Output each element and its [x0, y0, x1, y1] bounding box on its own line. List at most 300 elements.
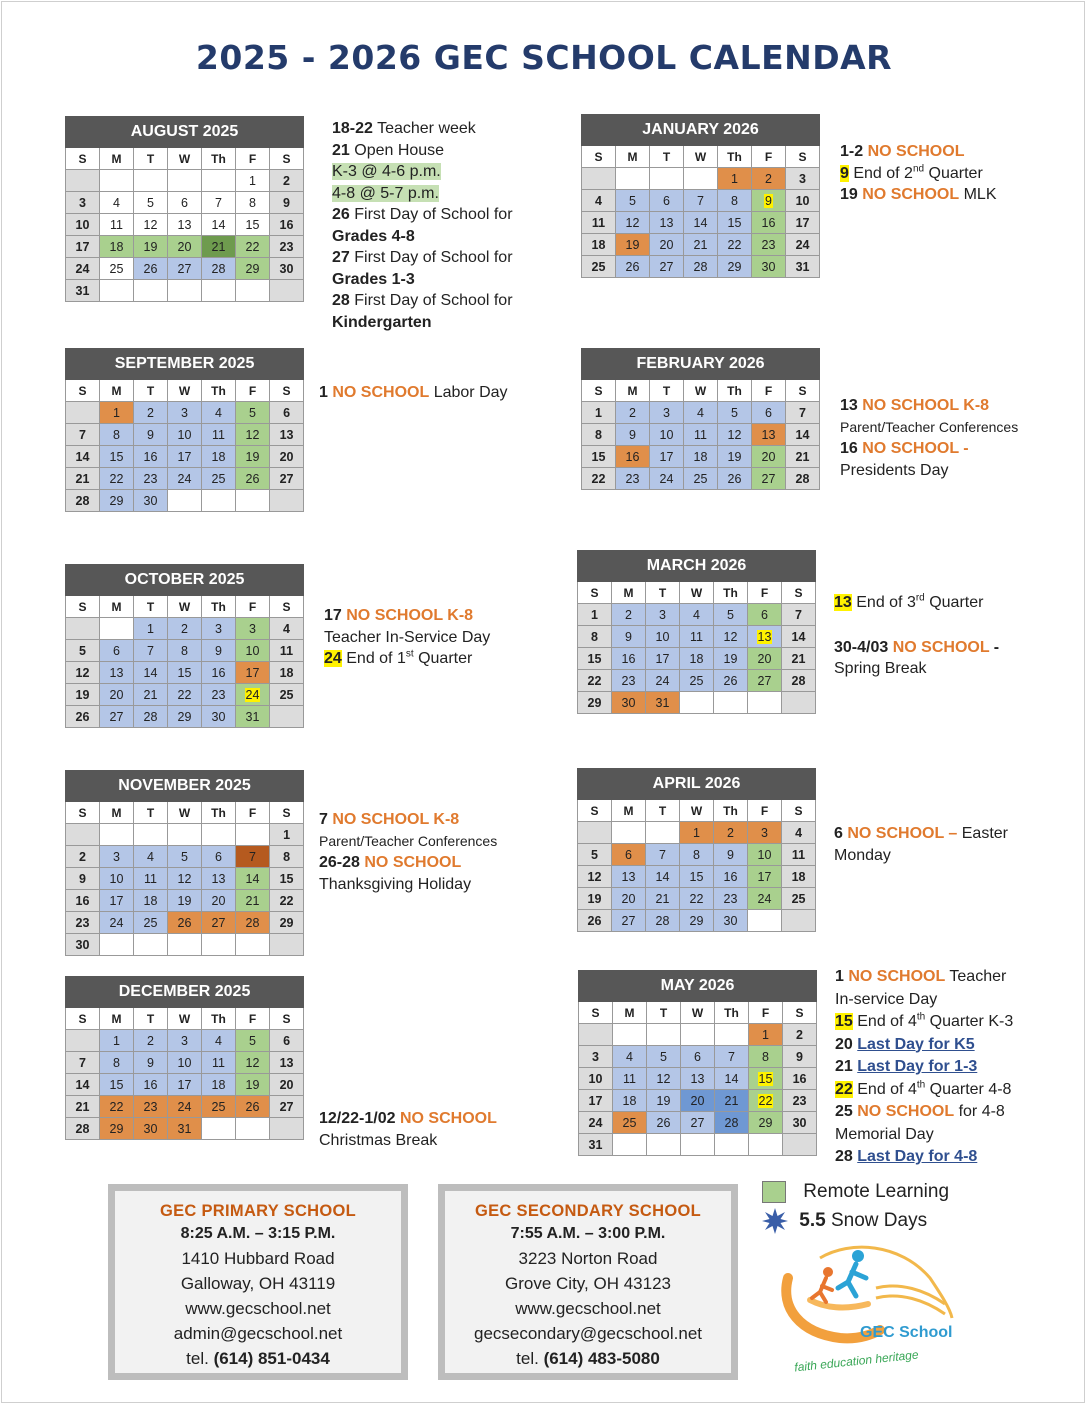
day-cell	[715, 1024, 749, 1046]
day-cell: 3	[236, 618, 270, 640]
day-cell: 21	[202, 236, 236, 258]
day-cell: 22	[100, 468, 134, 490]
day-cell	[616, 168, 650, 190]
day-cell: 6	[612, 844, 646, 866]
secondary-phone: tel. (614) 483-5080	[516, 1349, 660, 1368]
day-cell: 30	[612, 692, 646, 714]
day-cell: 17	[579, 1090, 613, 1112]
day-cell: 31	[786, 256, 820, 278]
day-cell: 31	[168, 1118, 202, 1140]
weekday-header: S	[582, 146, 616, 168]
day-cell: 2	[134, 1030, 168, 1052]
day-cell: 3	[748, 822, 782, 844]
day-cell: 29	[100, 1118, 134, 1140]
day-cell	[202, 934, 236, 956]
weekday-header: M	[612, 800, 646, 822]
day-cell: 22	[168, 684, 202, 706]
day-cell: 2	[270, 170, 304, 192]
day-cell: 24	[66, 258, 100, 280]
day-cell: 16	[752, 212, 786, 234]
remote-swatch	[762, 1181, 786, 1203]
day-cell: 27	[650, 256, 684, 278]
day-cell: 15	[578, 648, 612, 670]
day-cell: 4	[100, 192, 134, 214]
weekday-header: W	[680, 800, 714, 822]
weekday-header: Th	[714, 800, 748, 822]
day-cell: 14	[715, 1068, 749, 1090]
day-cell	[236, 824, 270, 846]
day-cell: 10	[168, 424, 202, 446]
day-cell: 28	[202, 258, 236, 280]
day-cell	[202, 280, 236, 302]
day-cell: 24	[786, 234, 820, 256]
day-cell	[66, 402, 100, 424]
weekday-header: T	[134, 1008, 168, 1030]
day-cell: 23	[202, 684, 236, 706]
day-cell: 28	[646, 910, 680, 932]
weekday-header: S	[270, 802, 304, 824]
weekday-header: Th	[202, 1008, 236, 1030]
day-cell: 17	[748, 866, 782, 888]
logo-name: GEC School	[860, 1324, 953, 1341]
primary-phone: tel. (614) 851-0434	[186, 1349, 330, 1368]
weekday-header: T	[647, 1002, 681, 1024]
day-cell: 18	[782, 866, 816, 888]
day-cell: 15	[680, 866, 714, 888]
day-cell: 5	[134, 192, 168, 214]
weekday-header: S	[66, 148, 100, 170]
day-cell: 4	[202, 402, 236, 424]
day-cell: 21	[786, 446, 820, 468]
day-cell: 4	[680, 604, 714, 626]
day-cell: 18	[680, 648, 714, 670]
day-cell: 7	[66, 1052, 100, 1074]
day-cell: 16	[270, 214, 304, 236]
day-cell: 8	[718, 190, 752, 212]
day-cell: 22	[236, 236, 270, 258]
day-cell: 26	[647, 1112, 681, 1134]
day-cell	[752, 190, 786, 212]
day-cell: 7	[715, 1046, 749, 1068]
day-cell	[134, 170, 168, 192]
day-cell: 2	[752, 168, 786, 190]
day-cell: 2	[134, 402, 168, 424]
day-cell: 25	[100, 258, 134, 280]
weekday-header: M	[100, 802, 134, 824]
primary-website[interactable]: www.gecschool.net	[185, 1299, 331, 1318]
primary-email[interactable]: admin@gecschool.net	[173, 1324, 343, 1343]
day-cell: 16	[202, 662, 236, 684]
day-cell: 30	[134, 1118, 168, 1140]
day-cell: 12	[647, 1068, 681, 1090]
day-cell: 30	[134, 490, 168, 512]
month-title: JANUARY 2026	[582, 115, 820, 146]
day-cell: 17	[100, 890, 134, 912]
day-cell: 8	[236, 192, 270, 214]
day-cell: 21	[66, 1096, 100, 1118]
day-cell: 2	[66, 846, 100, 868]
weekday-header: W	[681, 1002, 715, 1024]
primary-school-title: GEC PRIMARY SCHOOL	[159, 1202, 357, 1220]
weekday-header: F	[752, 146, 786, 168]
day-cell: 27	[752, 468, 786, 490]
day-cell: 9	[612, 626, 646, 648]
day-cell: 3	[202, 618, 236, 640]
day-cell	[582, 168, 616, 190]
day-cell	[236, 280, 270, 302]
day-cell: 9	[202, 640, 236, 662]
day-cell: 31	[646, 692, 680, 714]
day-cell	[613, 1024, 647, 1046]
day-cell: 13	[202, 868, 236, 890]
day-cell: 15	[168, 662, 202, 684]
day-cell: 6	[270, 402, 304, 424]
day-cell: 12	[714, 626, 748, 648]
day-cell	[66, 618, 100, 640]
day-cell	[202, 490, 236, 512]
day-cell: 7	[646, 844, 680, 866]
day-cell: 1	[582, 402, 616, 424]
day-cell: 24	[579, 1112, 613, 1134]
notes-february: 13 NO SCHOOL K-8 Parent/Teacher Conferences 16 NO SCHOOL - Presidents Day	[840, 397, 1019, 479]
day-cell: 30	[202, 706, 236, 728]
day-cell	[202, 824, 236, 846]
weekday-header: S	[782, 800, 816, 822]
day-cell: 19	[578, 888, 612, 910]
secondary-address-1: 3223 Norton Road	[518, 1249, 658, 1268]
day-cell: 22	[582, 468, 616, 490]
weekday-header: S	[270, 380, 304, 402]
day-cell: 5	[236, 1030, 270, 1052]
day-cell: 20	[748, 648, 782, 670]
day-cell: 17	[646, 648, 680, 670]
day-cell: 16	[134, 446, 168, 468]
day-cell: 27	[748, 670, 782, 692]
day-cell: 7	[236, 846, 270, 868]
day-cell: 6	[752, 402, 786, 424]
day-cell: 29	[680, 910, 714, 932]
day-cell: 9	[714, 844, 748, 866]
day-cell: 30	[714, 910, 748, 932]
day-cell	[650, 168, 684, 190]
day-cell: 3	[100, 846, 134, 868]
day-cell: 13	[270, 424, 304, 446]
day-cell: 10	[646, 626, 680, 648]
day-cell: 9	[270, 192, 304, 214]
day-cell: 10	[66, 214, 100, 236]
day-cell: 30	[752, 256, 786, 278]
weekday-header: Th	[202, 802, 236, 824]
day-cell: 4	[134, 846, 168, 868]
month-calendar	[65, 116, 304, 302]
day-cell: 10	[786, 190, 820, 212]
day-cell: 13	[270, 1052, 304, 1074]
weekday-header: Th	[718, 146, 752, 168]
day-cell: 30	[783, 1112, 817, 1134]
notes-may: 1 NO SCHOOL Teacher In-service Day 15 End of 4th Quarter K-3 20 Last Day for K5 21 Last Day for 1-3 22 End of 4th Quarter 4-8 25 NO SCHOOL for 4-8 Memorial Day 28 Last Day for 4-8	[835, 968, 1014, 1165]
day-number-highlight: 9	[765, 193, 772, 208]
day-cell: 11	[680, 626, 714, 648]
day-cell	[100, 824, 134, 846]
last-day-k5-link[interactable]: Last Day for K5	[857, 1035, 975, 1053]
day-cell: 20	[650, 234, 684, 256]
day-cell: 10	[579, 1068, 613, 1090]
day-cell: 18	[202, 446, 236, 468]
day-cell: 1	[718, 168, 752, 190]
month-calendar	[65, 770, 304, 956]
day-cell	[681, 1024, 715, 1046]
weekday-header: S	[270, 148, 304, 170]
day-cell: 15	[270, 868, 304, 890]
primary-school-box	[108, 1184, 408, 1380]
day-cell	[236, 684, 270, 706]
day-cell: 8	[100, 424, 134, 446]
notes-august: 18-22 Teacher week 21 Open House K-3 @ 4-6 p.m. 4-8 @ 5-7 p.m. 26 First Day of School for Grades 4-8 27 First Day of School for Grades 1-3 28 First Day of School for Kindergarten	[332, 120, 513, 331]
day-cell: 12	[168, 868, 202, 890]
day-cell: 19	[616, 234, 650, 256]
day-cell: 14	[236, 868, 270, 890]
day-cell: 20	[202, 890, 236, 912]
day-cell: 18	[100, 236, 134, 258]
day-cell: 19	[236, 1074, 270, 1096]
primary-address-1: 1410 Hubbard Road	[181, 1249, 335, 1268]
day-cell: 20	[752, 446, 786, 468]
day-cell	[782, 692, 816, 714]
day-cell: 3	[168, 1030, 202, 1052]
weekday-header: W	[168, 596, 202, 618]
snow-burst-icon	[762, 1208, 788, 1234]
day-cell: 6	[748, 604, 782, 626]
weekday-header: Th	[202, 380, 236, 402]
day-cell	[578, 822, 612, 844]
day-cell: 4	[782, 822, 816, 844]
notes-april: 6 NO SCHOOL – Easter Monday	[834, 825, 1008, 864]
day-cell: 7	[134, 640, 168, 662]
last-day-4-8-link[interactable]: Last Day for 4-8	[857, 1148, 978, 1165]
day-cell: 17	[168, 446, 202, 468]
day-cell: 23	[616, 468, 650, 490]
day-cell: 4	[684, 402, 718, 424]
day-cell: 18	[270, 662, 304, 684]
day-cell	[612, 822, 646, 844]
weekday-header: S	[270, 596, 304, 618]
day-cell: 5	[714, 604, 748, 626]
weekday-header: S	[783, 1002, 817, 1024]
day-cell: 9	[783, 1046, 817, 1068]
day-cell: 18	[582, 234, 616, 256]
day-cell: 20	[681, 1090, 715, 1112]
day-cell: 8	[168, 640, 202, 662]
day-cell: 17	[786, 212, 820, 234]
day-cell: 5	[236, 402, 270, 424]
day-cell: 12	[236, 424, 270, 446]
day-cell: 26	[578, 910, 612, 932]
month-calendar	[578, 970, 817, 1156]
day-cell: 16	[612, 648, 646, 670]
weekday-header: S	[270, 1008, 304, 1030]
day-cell: 21	[684, 234, 718, 256]
last-day-1-3-link[interactable]: Last Day for 1-3	[857, 1058, 978, 1075]
day-cell: 9	[616, 424, 650, 446]
day-cell	[681, 1134, 715, 1156]
day-cell: 8	[578, 626, 612, 648]
weekday-header: S	[578, 800, 612, 822]
day-cell: 2	[783, 1024, 817, 1046]
day-cell: 1	[100, 402, 134, 424]
weekday-header: T	[134, 380, 168, 402]
day-cell: 25	[270, 684, 304, 706]
day-cell: 31	[66, 280, 100, 302]
day-cell: 3	[66, 192, 100, 214]
day-cell: 16	[134, 1074, 168, 1096]
weekday-header: M	[613, 1002, 647, 1024]
day-cell: 5	[578, 844, 612, 866]
weekday-header: Th	[718, 380, 752, 402]
month-title: AUGUST 2025	[66, 117, 304, 148]
day-cell: 27	[202, 912, 236, 934]
day-cell: 12	[616, 212, 650, 234]
day-cell: 2	[168, 618, 202, 640]
day-cell: 13	[681, 1068, 715, 1090]
day-cell: 1	[749, 1024, 783, 1046]
day-cell: 20	[168, 236, 202, 258]
weekday-header: W	[168, 802, 202, 824]
day-cell: 12	[66, 662, 100, 684]
day-cell	[66, 170, 100, 192]
day-cell: 22	[718, 234, 752, 256]
day-cell: 7	[786, 402, 820, 424]
day-cell	[134, 824, 168, 846]
day-cell: 17	[236, 662, 270, 684]
notes-november: 7 NO SCHOOL K-8 Parent/Teacher Conferences 26-28 NO SCHOOL Thanksgiving Holiday	[319, 811, 498, 893]
day-cell: 3	[786, 168, 820, 190]
day-cell: 21	[715, 1090, 749, 1112]
day-cell: 28	[134, 706, 168, 728]
day-cell: 29	[270, 912, 304, 934]
day-cell: 5	[66, 640, 100, 662]
day-cell: 23	[134, 468, 168, 490]
day-cell: 14	[684, 212, 718, 234]
day-cell: 23	[270, 236, 304, 258]
weekday-header: W	[680, 582, 714, 604]
weekday-header: S	[579, 1002, 613, 1024]
day-cell: 21	[66, 468, 100, 490]
day-cell	[100, 618, 134, 640]
day-cell: 2	[616, 402, 650, 424]
day-cell: 16	[783, 1068, 817, 1090]
day-cell: 7	[782, 604, 816, 626]
day-cell: 15	[100, 446, 134, 468]
day-cell: 25	[782, 888, 816, 910]
notes-january: 1-2 NO SCHOOL 9 End of 2nd Quarter 19 NO SCHOOL MLK	[840, 143, 997, 203]
day-cell	[270, 706, 304, 728]
day-cell: 27	[270, 468, 304, 490]
month-title: APRIL 2026	[578, 769, 816, 800]
weekday-header: M	[100, 596, 134, 618]
day-cell: 13	[100, 662, 134, 684]
day-cell: 3	[168, 402, 202, 424]
day-cell: 12	[578, 866, 612, 888]
secondary-website[interactable]: www.gecschool.net	[515, 1299, 661, 1318]
month-title: SEPTEMBER 2025	[66, 349, 304, 380]
day-cell: 26	[236, 1096, 270, 1118]
weekday-header: M	[612, 582, 646, 604]
day-cell: 28	[786, 468, 820, 490]
day-cell: 4	[613, 1046, 647, 1068]
weekday-header: F	[236, 1008, 270, 1030]
day-cell: 20	[270, 1074, 304, 1096]
weekday-header: W	[168, 380, 202, 402]
month-title: MAY 2026	[579, 971, 817, 1002]
weekday-header: F	[236, 148, 270, 170]
weekday-header: T	[134, 148, 168, 170]
day-cell: 12	[236, 1052, 270, 1074]
weekday-header: S	[582, 380, 616, 402]
day-cell: 26	[134, 258, 168, 280]
weekday-header: F	[748, 800, 782, 822]
day-cell: 21	[134, 684, 168, 706]
day-cell: 13	[168, 214, 202, 236]
notes-december: 12/22-1/02 NO SCHOOL Christmas Break	[319, 1110, 497, 1149]
day-cell: 25	[613, 1112, 647, 1134]
day-cell: 18	[202, 1074, 236, 1096]
day-cell	[168, 490, 202, 512]
day-cell: 11	[684, 424, 718, 446]
day-cell: 23	[66, 912, 100, 934]
day-cell: 13	[650, 212, 684, 234]
month-calendar	[581, 114, 820, 278]
day-cell: 10	[748, 844, 782, 866]
day-cell: 15	[718, 212, 752, 234]
day-cell: 26	[66, 706, 100, 728]
day-cell: 4	[270, 618, 304, 640]
secondary-address-2: Grove City, OH 43123	[505, 1274, 671, 1293]
day-cell: 12	[134, 214, 168, 236]
day-cell	[782, 910, 816, 932]
day-cell: 3	[646, 604, 680, 626]
legend-remote: Remote Learning	[762, 1181, 949, 1203]
weekday-header: T	[650, 146, 684, 168]
secondary-email[interactable]: gecsecondary@gecschool.net	[473, 1324, 702, 1343]
day-cell: 6	[202, 846, 236, 868]
weekday-header: T	[134, 802, 168, 824]
weekday-header: F	[236, 380, 270, 402]
day-cell: 28	[66, 1118, 100, 1140]
day-cell: 31	[236, 706, 270, 728]
day-cell: 11	[613, 1068, 647, 1090]
day-cell: 9	[66, 868, 100, 890]
day-cell: 11	[202, 424, 236, 446]
day-cell: 24	[748, 888, 782, 910]
day-cell: 7	[66, 424, 100, 446]
month-calendar	[577, 768, 816, 932]
day-number-highlight: 13	[757, 629, 772, 644]
day-cell: 3	[579, 1046, 613, 1068]
day-cell: 19	[168, 890, 202, 912]
day-cell: 1	[100, 1030, 134, 1052]
day-cell: 23	[752, 234, 786, 256]
legend-snow: 5.5 Snow Days	[762, 1208, 927, 1234]
day-cell	[100, 170, 134, 192]
day-cell: 22	[100, 1096, 134, 1118]
day-cell: 11	[782, 844, 816, 866]
weekday-header: F	[236, 596, 270, 618]
day-cell: 19	[714, 648, 748, 670]
day-cell: 25	[684, 468, 718, 490]
day-cell: 11	[134, 868, 168, 890]
weekday-header: S	[786, 146, 820, 168]
primary-address-2: Galloway, OH 43119	[180, 1274, 336, 1293]
